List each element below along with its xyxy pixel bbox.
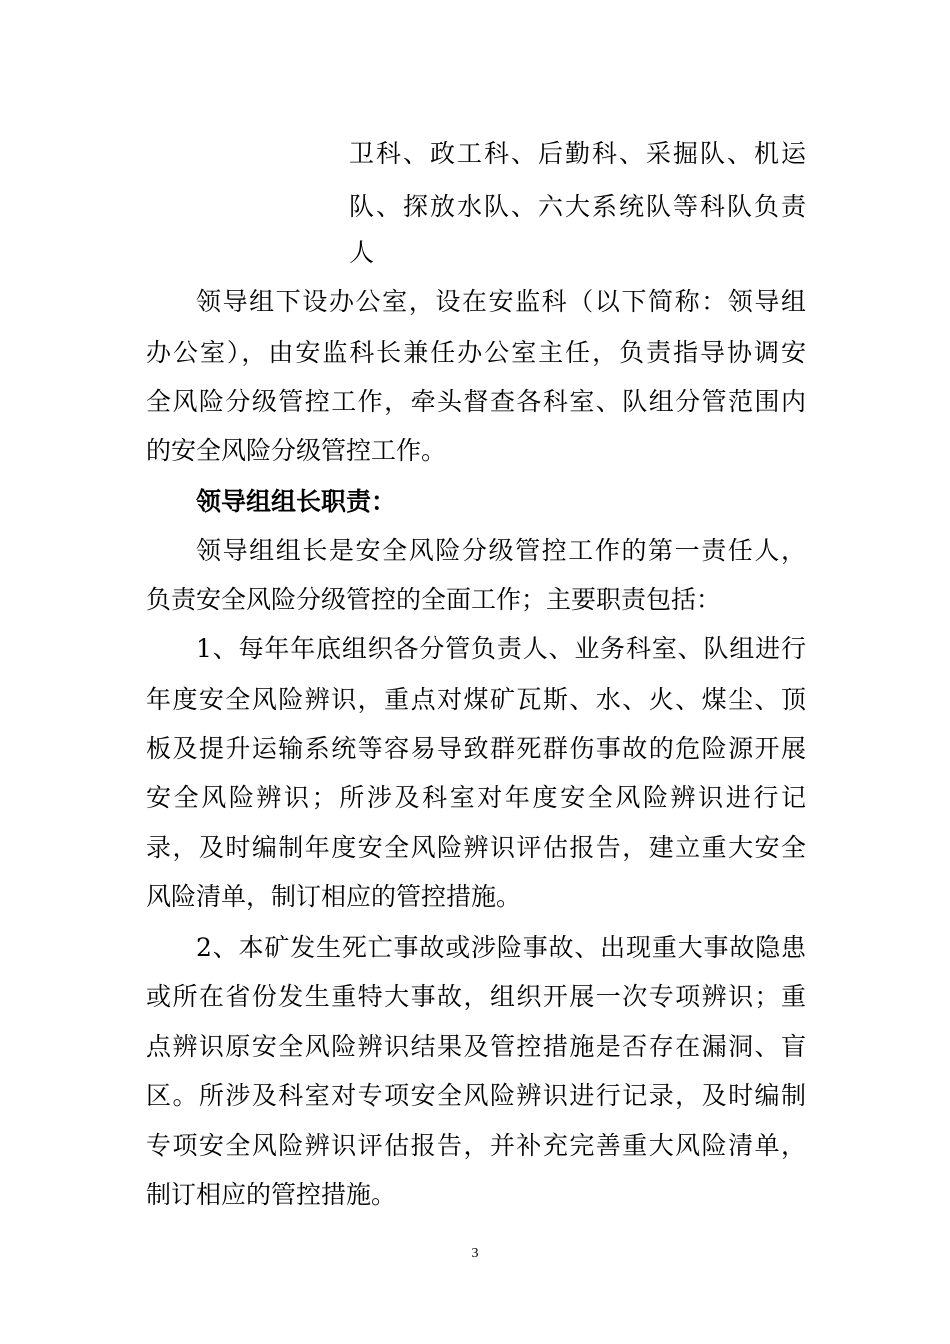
item-2-line-4: 区。所涉及科室对专项安全风险辨识进行记录，及时编制 xyxy=(146,1081,806,1110)
intro-paragraph-line-2: 负责安全风险分级管控的全面工作；主要职责包括： xyxy=(146,585,722,614)
office-paragraph-line-2: 办公室），由安监科长兼任办公室主任，负责指导协调安 xyxy=(146,338,806,367)
office-paragraph-line-4: 的安全风险分级管控工作。 xyxy=(146,436,447,465)
item-2-line-2: 或所在省份发生重特大事故，组织开展一次专项辨识；重 xyxy=(146,982,806,1011)
item-1-line-3: 板及提升运输系统等容易导致群死群伤事故的危险源开展 xyxy=(146,734,806,763)
team-members-line-1: 卫科、政工科、后勤科、采掘队、机运 xyxy=(349,139,806,168)
office-paragraph-line-3: 全风险分级管控工作，牵头督查各科室、队组分管范围内 xyxy=(146,387,806,416)
page-number: 3 xyxy=(471,1246,479,1261)
item-1-line-4: 安全风险辨识；所涉及科室对年度安全风险辨识进行记 xyxy=(146,783,806,812)
item-1-line-1: 1、每年年底组织各分管负责人、业务科室、队组进行 xyxy=(196,634,806,663)
item-1-line-5: 录，及时编制年度安全风险辨识评估报告，建立重大安全 xyxy=(146,833,806,862)
item-1-line-6: 风险清单，制订相应的管控措施。 xyxy=(146,882,522,911)
item-2-line-6: 制订相应的管控措施。 xyxy=(146,1180,397,1209)
item-1-line-2: 年度安全风险辨识，重点对煤矿瓦斯、水、火、煤尘、顶 xyxy=(146,685,806,714)
team-members-line-3: 人 xyxy=(349,238,375,267)
office-paragraph-line-1: 领导组下设办公室，设在安监科（以下简称：领导组 xyxy=(196,287,806,316)
team-members-line-2: 队、探放水队、六大系统队等科队负责 xyxy=(349,192,806,221)
item-2-line-5: 专项安全风险辨识评估报告，并补充完善重大风险清单， xyxy=(146,1131,806,1160)
section-heading: 领导组组长职责： xyxy=(196,487,397,516)
intro-paragraph-line-1: 领导组组长是安全风险分级管控工作的第一责任人， xyxy=(196,536,806,565)
item-2-line-1: 2、本矿发生死亡事故或涉险事故、出现重大事故隐患 xyxy=(196,933,806,962)
item-2-line-3: 点辨识原安全风险辨识结果及管控措施是否存在漏洞、盲 xyxy=(146,1032,806,1061)
